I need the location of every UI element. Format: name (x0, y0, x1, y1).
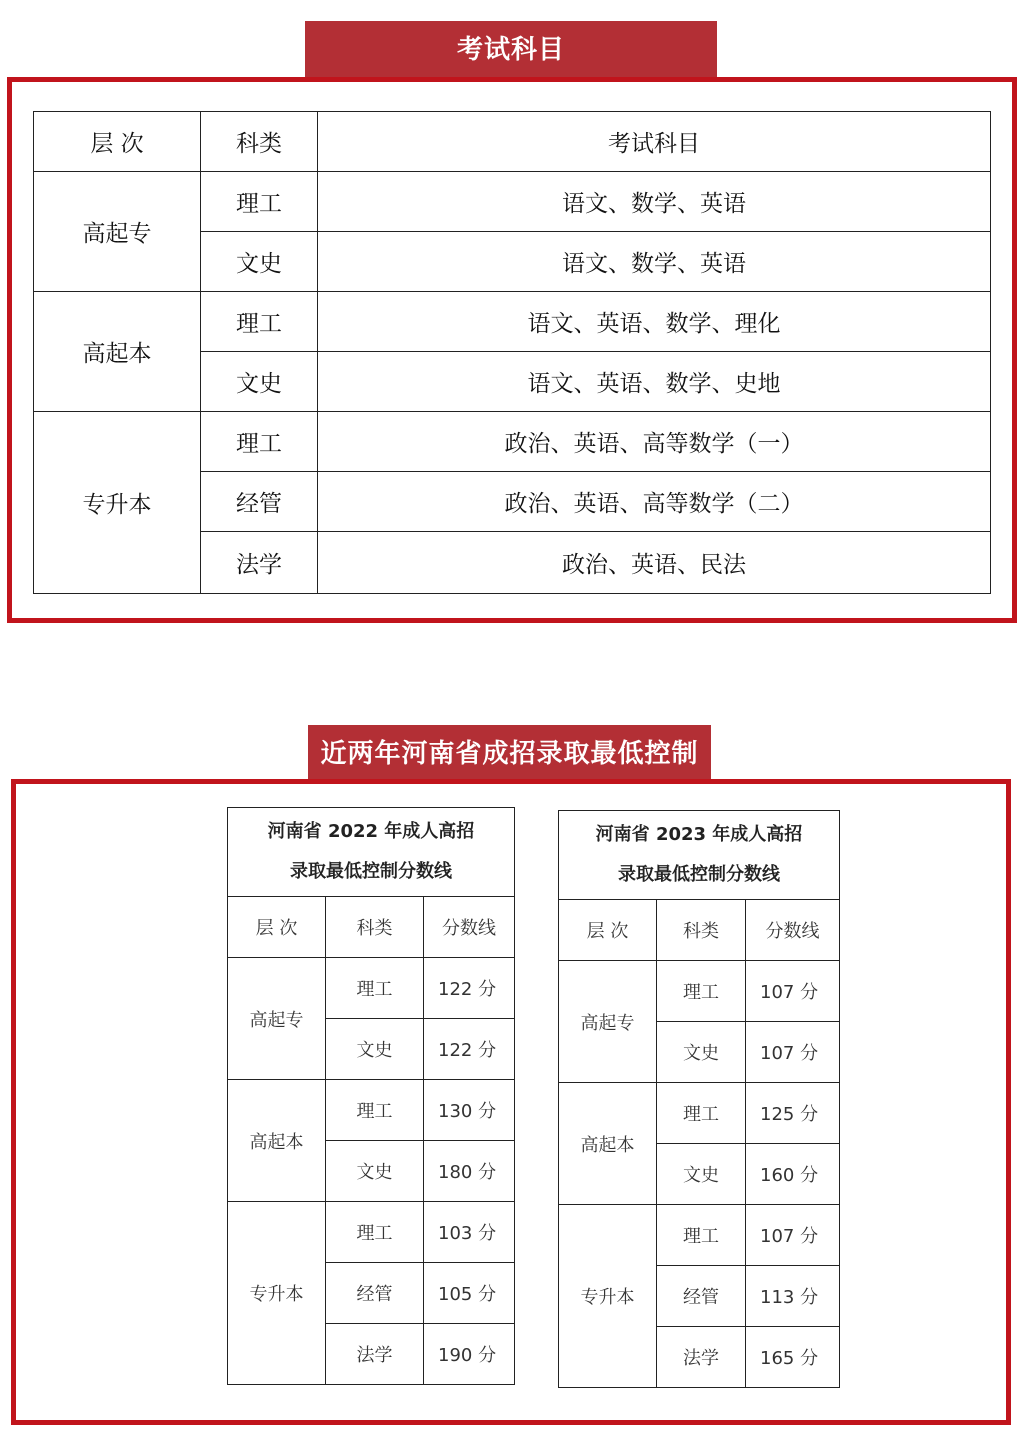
category-cell: 文史 (326, 1141, 424, 1202)
level-cell: 高起专 (228, 958, 326, 1080)
header-level: 层 次 (228, 897, 326, 958)
score-cell: 160 分 (746, 1144, 840, 1205)
subjects-cell: 语文、数学、英语 (318, 172, 991, 232)
category-cell: 经管 (326, 1263, 424, 1324)
category-cell: 理工 (201, 412, 318, 472)
score-cell: 180 分 (424, 1141, 515, 1202)
table-row (559, 961, 840, 1022)
cutoff-table-2022 (227, 807, 515, 1385)
header-level: 层 次 (559, 900, 657, 961)
level-cell: 高起本 (34, 292, 201, 412)
subjects-cell: 政治、英语、高等数学（二） (318, 472, 991, 532)
subjects-cell: 政治、英语、高等数学（一） (318, 412, 991, 472)
header-category: 科类 (201, 112, 318, 172)
level-cell: 专升本 (228, 1202, 326, 1385)
header-category: 科类 (326, 897, 424, 958)
score-cell: 122 分 (424, 1019, 515, 1080)
category-cell: 文史 (201, 352, 318, 412)
header-score: 分数线 (424, 897, 515, 958)
subjects-cell: 政治、英语、民法 (318, 532, 991, 594)
category-cell: 文史 (657, 1144, 746, 1205)
table-row (559, 1205, 840, 1266)
level-cell: 专升本 (559, 1205, 657, 1388)
table-title-row (228, 808, 515, 897)
category-cell: 理工 (657, 961, 746, 1022)
score-cell: 107 分 (746, 1022, 840, 1083)
level-cell: 高起本 (228, 1080, 326, 1202)
score-cell: 105 分 (424, 1263, 515, 1324)
header-level: 层 次 (34, 112, 201, 172)
category-cell: 理工 (326, 1202, 424, 1263)
category-cell: 法学 (326, 1324, 424, 1385)
table-row (228, 1080, 515, 1141)
score-cell: 113 分 (746, 1266, 840, 1327)
category-cell: 法学 (201, 532, 318, 594)
table-title-line2: 录取最低控制分数线 (290, 861, 452, 882)
table-row (34, 172, 991, 232)
table-title-line2: 录取最低控制分数线 (618, 864, 780, 885)
level-cell: 高起本 (559, 1083, 657, 1205)
subjects-cell: 语文、数学、英语 (318, 232, 991, 292)
score-cell: 165 分 (746, 1327, 840, 1388)
table-title-row (559, 811, 840, 900)
score-cell: 125 分 (746, 1083, 840, 1144)
table-row (228, 1202, 515, 1263)
category-cell: 文史 (201, 232, 318, 292)
table-header-row (34, 112, 991, 172)
table-header-row (559, 900, 840, 961)
table-header-row (228, 897, 515, 958)
score-cell: 107 分 (746, 961, 840, 1022)
category-cell: 经管 (201, 472, 318, 532)
table-title (559, 811, 840, 900)
level-cell: 高起专 (559, 961, 657, 1083)
table-row (34, 292, 991, 352)
category-cell: 理工 (657, 1205, 746, 1266)
header-score: 分数线 (746, 900, 840, 961)
score-cell: 103 分 (424, 1202, 515, 1263)
score-cell: 107 分 (746, 1205, 840, 1266)
category-cell: 文史 (657, 1022, 746, 1083)
header-category: 科类 (657, 900, 746, 961)
exam-subjects-table (33, 111, 991, 594)
category-cell: 理工 (201, 172, 318, 232)
level-cell: 高起专 (34, 172, 201, 292)
category-cell: 文史 (326, 1019, 424, 1080)
score-cell: 122 分 (424, 958, 515, 1019)
header-subjects: 考试科目 (318, 112, 991, 172)
cutoff-scores-banner: 近两年河南省成招录取最低控制线 (308, 725, 711, 781)
table-title-line1: 河南省 2022 年成人高招 (267, 821, 475, 842)
category-cell: 法学 (657, 1327, 746, 1388)
category-cell: 理工 (326, 958, 424, 1019)
table-row (228, 958, 515, 1019)
cutoff-table-2023 (558, 810, 840, 1388)
exam-subjects-banner: 考试科目 (305, 21, 717, 77)
score-cell: 130 分 (424, 1080, 515, 1141)
category-cell: 理工 (201, 292, 318, 352)
subjects-cell: 语文、英语、数学、史地 (318, 352, 991, 412)
table-row (559, 1083, 840, 1144)
table-row (34, 412, 991, 472)
level-cell: 专升本 (34, 412, 201, 594)
table-title (228, 808, 515, 897)
subjects-cell: 语文、英语、数学、理化 (318, 292, 991, 352)
table-title-line1: 河南省 2023 年成人高招 (595, 824, 803, 845)
category-cell: 理工 (657, 1083, 746, 1144)
category-cell: 理工 (326, 1080, 424, 1141)
score-cell: 190 分 (424, 1324, 515, 1385)
category-cell: 经管 (657, 1266, 746, 1327)
